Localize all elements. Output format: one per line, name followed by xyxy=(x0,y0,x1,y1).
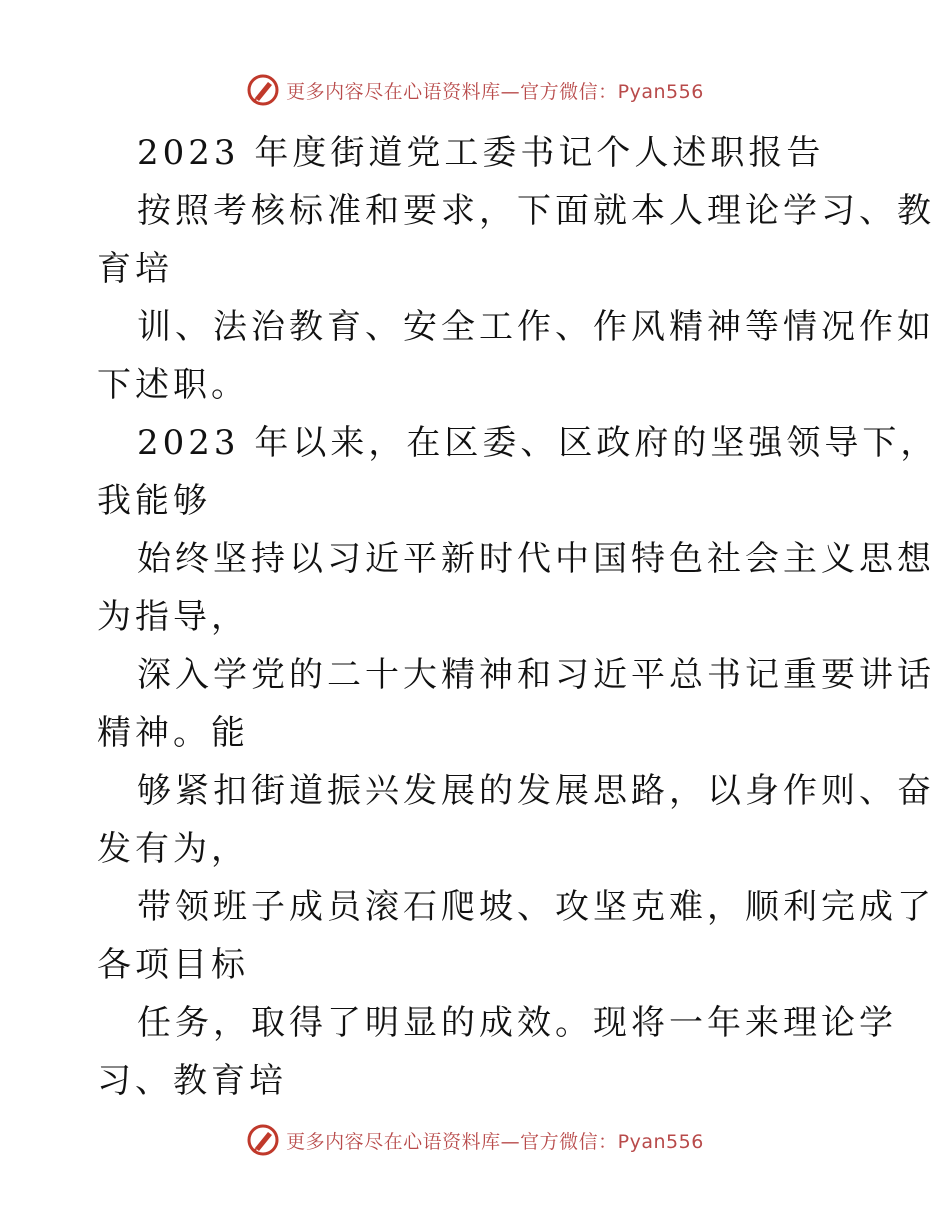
watermark-text: 更多内容尽在心语资料库—官方微信：Pyan556 xyxy=(286,80,704,103)
text-line: 育培 xyxy=(97,249,173,289)
text-line: 发有为， xyxy=(97,829,249,869)
pen-logo-icon xyxy=(246,73,280,107)
text-line: 深入学党的二十大精神和习近平总书记重要讲话 xyxy=(137,655,935,695)
footer-watermark xyxy=(0,1120,950,1160)
text-line: 训、法治教育、安全工作、作风精神等情况作如 xyxy=(137,307,935,347)
text-line: 习、教育培 xyxy=(97,1061,287,1101)
text-line: 为指导， xyxy=(97,597,249,637)
text-line: 够紧扣街道振兴发展的发展思路，以身作则、奋 xyxy=(137,771,935,811)
text-line: 按照考核标准和要求，下面就本人理论学习、教 xyxy=(137,191,935,231)
document-title: 2023 年度街道党工委书记个人述职报告 xyxy=(137,133,825,173)
text-line: 任务，取得了明显的成效。现将一年来理论学 xyxy=(137,1003,897,1043)
text-line: 始终坚持以习近平新时代中国特色社会主义思想 xyxy=(137,539,935,579)
text-line: 下述职。 xyxy=(97,365,249,405)
watermark-text: 更多内容尽在心语资料库—官方微信：Pyan556 xyxy=(286,1130,704,1153)
pen-logo-icon xyxy=(246,1123,280,1157)
text-line: 各项目标 xyxy=(97,945,249,985)
text-line: 我能够 xyxy=(97,481,211,521)
text-line: 精神。能 xyxy=(97,713,249,753)
text-line: 2023 年以来，在区委、区政府的坚强领导下， xyxy=(137,423,939,463)
text-line: 带领班子成员滚石爬坡、攻坚克难，顺利完成了 xyxy=(137,887,935,927)
header-watermark xyxy=(0,70,950,110)
document-body xyxy=(97,124,939,1110)
